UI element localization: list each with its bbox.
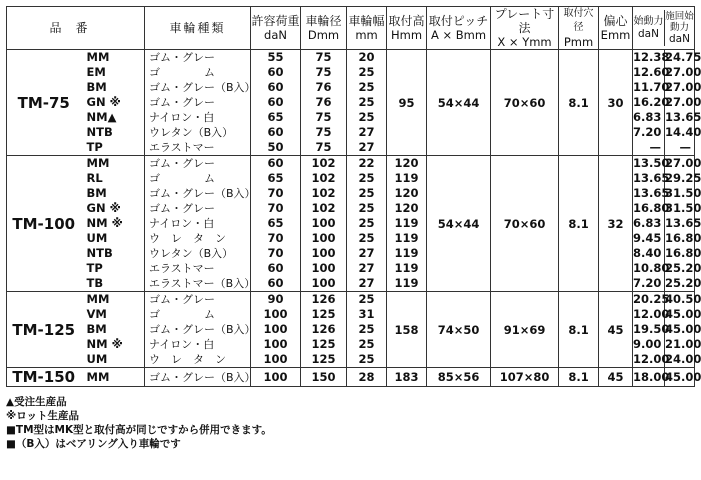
height-value: 119 <box>394 171 419 185</box>
start_force-value: 18.00 <box>633 369 670 384</box>
turn_force-value: 31.50 <box>665 186 701 200</box>
start_force-value: 13.50 <box>633 156 670 170</box>
turn_force-value: 31.50 <box>665 201 701 215</box>
turn-force-values <box>665 368 701 387</box>
load-values <box>251 156 301 292</box>
hole-value: 8.1 <box>559 368 599 387</box>
width-value: 22 <box>358 156 375 170</box>
header-pitch: 取付ピッチ A × Bmm <box>427 7 491 50</box>
load-value: 100 <box>263 352 288 366</box>
kinds-value: ゴ ム <box>149 172 216 185</box>
start_force-value: — <box>649 140 662 154</box>
kinds-value: ゴ ム <box>149 66 216 79</box>
diameter-value: 102 <box>311 156 336 170</box>
codes-value: TP <box>86 261 103 275</box>
diameter-value: 102 <box>311 171 336 185</box>
turn_force-value: 27.00 <box>665 80 701 94</box>
codes-value: TB <box>86 276 104 290</box>
load-value: 100 <box>263 337 288 351</box>
start-force-values <box>633 50 670 156</box>
codes-value: NTB <box>86 246 113 260</box>
plate-value: 107×80 <box>491 368 559 387</box>
header-plate: プレート寸法 X × Ymm <box>491 7 559 50</box>
start_force-value: 12.00 <box>633 352 670 366</box>
height-values <box>387 156 427 292</box>
turn_force-value: 27.00 <box>665 65 701 79</box>
height-value: 119 <box>394 246 419 260</box>
turn_force-value: 24.75 <box>665 50 701 64</box>
diameter-value: 75 <box>315 65 332 79</box>
load-value: 50 <box>267 140 284 154</box>
codes-value: GN ※ <box>86 95 121 109</box>
kinds-value: ナイロン・白 <box>149 338 215 351</box>
hole-value: 8.1 <box>559 292 599 368</box>
diameter-value: 125 <box>311 352 336 366</box>
turn_force-value: 29.25 <box>665 171 701 185</box>
height-values: 183 <box>387 368 427 387</box>
codes-value: GN ※ <box>86 201 121 215</box>
note-line: ※ロット生産品 <box>6 410 79 422</box>
turn_force-value: 21.00 <box>665 337 701 351</box>
kinds-value: ゴム・グレー（B入） <box>149 323 256 336</box>
height-values: 95 <box>387 50 427 156</box>
plate-value: 70×60 <box>491 50 559 156</box>
spec-body <box>7 50 701 387</box>
start_force-value: 13.65 <box>633 171 670 185</box>
width-values <box>347 50 387 156</box>
load-value: 100 <box>263 322 288 336</box>
diameter-value: 100 <box>311 231 336 245</box>
turn_force-value: 13.65 <box>665 216 701 230</box>
wheel-types <box>145 156 256 292</box>
diameter-value: 75 <box>315 125 332 139</box>
header-row <box>7 7 695 50</box>
group-row-tm-150 <box>7 368 695 387</box>
height-value: 119 <box>394 261 419 275</box>
codes-value: EM <box>86 65 106 79</box>
variant-codes <box>81 156 145 292</box>
plate-value: 70×60 <box>491 156 559 292</box>
hole-value: 8.1 <box>559 50 599 156</box>
variant-codes <box>81 292 145 368</box>
header-forces <box>633 7 695 50</box>
load-value: 70 <box>267 231 284 245</box>
diameter-value: 75 <box>315 110 332 124</box>
diameter-value: 126 <box>311 322 336 336</box>
spec-table <box>6 6 701 387</box>
diameter-value: 102 <box>311 186 336 200</box>
codes-value: MM <box>86 369 110 384</box>
width-values <box>347 156 387 292</box>
start_force-value: 12.38 <box>633 50 670 64</box>
start_force-value: 7.20 <box>633 276 662 290</box>
kinds-value: エラストマー <box>149 141 215 154</box>
width-value: 25 <box>358 110 375 124</box>
wheel-types <box>145 368 256 387</box>
header-load: 許容荷重 daN <box>251 7 301 50</box>
kinds-value: エラストマー <box>149 262 215 275</box>
group-row-tm-125 <box>7 292 695 368</box>
start_force-value: 13.65 <box>633 186 670 200</box>
load-value: 65 <box>267 171 284 185</box>
diameter-value: 100 <box>311 216 336 230</box>
offset-value: 30 <box>599 50 633 156</box>
load-value: 100 <box>263 369 288 384</box>
width-value: 27 <box>358 261 375 275</box>
kinds-value: ウレタン（B入） <box>149 247 234 260</box>
offset-value: 32 <box>599 156 633 292</box>
width-value: 27 <box>358 140 375 154</box>
start-force-values <box>633 368 670 387</box>
width-value: 31 <box>358 307 375 321</box>
width-value: 20 <box>358 50 375 64</box>
turn_force-value: 25.20 <box>665 261 701 275</box>
header-turn-force: 施回始動力 daN <box>665 11 694 45</box>
codes-value: UM <box>86 352 108 366</box>
codes-value: MM <box>86 156 110 170</box>
start_force-value: 7.20 <box>633 125 662 139</box>
diameter-values <box>301 292 347 368</box>
start-force-values <box>633 292 670 368</box>
start_force-value: 6.83 <box>633 216 662 230</box>
width-value: 25 <box>358 231 375 245</box>
header-name: 品番 <box>7 7 145 50</box>
offset-value: 45 <box>599 292 633 368</box>
kinds-value: ウ レ タ ン <box>149 353 227 366</box>
codes-value: TP <box>86 140 103 154</box>
load-value: 60 <box>267 125 284 139</box>
turn-force-values <box>665 292 701 368</box>
turn_force-value: 45.00 <box>665 369 701 384</box>
width-value: 25 <box>358 322 375 336</box>
pitch-value: 74×50 <box>427 292 491 368</box>
model-name: TM-75 <box>7 50 81 156</box>
kinds-value: ゴム・グレー <box>149 293 216 306</box>
turn_force-value: 25.20 <box>665 276 701 290</box>
codes-value: BM <box>86 80 107 94</box>
turn_force-value: 45.00 <box>665 307 701 321</box>
width-value: 25 <box>358 65 375 79</box>
kinds-value: ナイロン・白 <box>149 111 215 124</box>
pitch-value: 54×44 <box>427 50 491 156</box>
diameter-value: 102 <box>311 201 336 215</box>
group-row-tm-100 <box>7 156 695 292</box>
turn-force-values <box>665 50 701 156</box>
load-value: 60 <box>267 156 284 170</box>
diameter-value: 75 <box>315 140 332 154</box>
codes-value: UM <box>86 231 108 245</box>
height-value: 120 <box>394 186 419 200</box>
kinds-value: ゴ ム <box>149 308 216 321</box>
kinds-value: ゴム・グレー（B入） <box>149 370 256 384</box>
diameter-values <box>301 368 347 387</box>
model-name: TM-125 <box>7 292 81 368</box>
start_force-value: 10.80 <box>633 261 670 275</box>
width-value: 28 <box>358 369 375 384</box>
load-value: 55 <box>267 50 284 64</box>
width-value: 25 <box>358 95 375 109</box>
kinds-value: ゴム・グレー <box>149 157 216 170</box>
diameter-value: 126 <box>311 292 336 306</box>
width-values <box>347 368 387 387</box>
kinds-value: ナイロン・白 <box>149 217 215 230</box>
header-diameter: 車輪径 Dmm <box>301 7 347 50</box>
start_force-value: 9.45 <box>633 231 662 245</box>
group-row-tm-75 <box>7 50 695 156</box>
hole-value: 8.1 <box>559 156 599 292</box>
width-value: 25 <box>358 352 375 366</box>
codes-value: VM <box>86 307 107 321</box>
width-value: 27 <box>358 276 375 290</box>
turn_force-value: 27.00 <box>665 156 701 170</box>
width-value: 25 <box>358 201 375 215</box>
diameter-value: 100 <box>311 276 336 290</box>
turn_force-value: 14.40 <box>665 125 701 139</box>
note-line: ■（B入）はベアリング入り車輪です <box>6 438 181 450</box>
diameter-values <box>301 50 347 156</box>
note-line: ▲受注生産品 <box>6 396 67 408</box>
diameter-value: 150 <box>311 369 336 384</box>
kinds-value: ウレタン（B入） <box>149 126 234 139</box>
header-width: 車輪幅 mm <box>347 7 387 50</box>
height-value: 120 <box>394 156 419 170</box>
start_force-value: 12.60 <box>633 65 670 79</box>
codes-value: MM <box>86 292 110 306</box>
header-wheel-type: 車輪種類 <box>145 7 251 50</box>
load-value: 60 <box>267 95 284 109</box>
height-value: 120 <box>394 201 419 215</box>
diameter-value: 76 <box>315 80 332 94</box>
turn_force-value: 24.00 <box>665 352 701 366</box>
diameter-value: 100 <box>311 261 336 275</box>
header-start-force: 始動力 daN <box>633 10 665 46</box>
note-line: ■TM型はMK型と取付高が同じですから併用できます。 <box>6 424 272 436</box>
codes-value: NM ※ <box>86 337 123 351</box>
start_force-value: 20.25 <box>633 292 670 306</box>
variant-codes <box>81 368 145 387</box>
width-value: 25 <box>358 80 375 94</box>
header-height: 取付高 Hmm <box>387 7 427 50</box>
turn-force-values <box>665 156 701 292</box>
diameter-value: 75 <box>315 50 332 64</box>
notes <box>6 395 694 451</box>
load-values <box>251 368 301 387</box>
kinds-value: ウ レ タ ン <box>149 232 227 245</box>
variant-codes <box>81 50 145 156</box>
codes-value: BM <box>86 322 107 336</box>
diameter-value: 125 <box>311 337 336 351</box>
header-hole: 取付穴径 Pmm <box>559 7 599 50</box>
start_force-value: 11.70 <box>633 80 670 94</box>
width-value: 25 <box>358 216 375 230</box>
start_force-value: 12.00 <box>633 307 670 321</box>
load-values <box>251 292 301 368</box>
width-value: 25 <box>358 292 375 306</box>
start_force-value: 19.50 <box>633 322 670 336</box>
codes-value: RL <box>86 171 103 185</box>
codes-value: NM ※ <box>86 216 123 230</box>
height-value: 119 <box>394 231 419 245</box>
kinds-value: ゴム・グレー <box>149 51 216 64</box>
codes-value: NM▲ <box>86 110 117 124</box>
width-values <box>347 292 387 368</box>
load-value: 70 <box>267 186 284 200</box>
load-value: 60 <box>267 261 284 275</box>
offset-value: 45 <box>599 368 633 387</box>
spec-sheet <box>6 6 701 451</box>
start_force-value: 16.80 <box>633 201 670 215</box>
height-value: 119 <box>394 216 419 230</box>
diameter-value: 76 <box>315 95 332 109</box>
turn_force-value: 16.80 <box>665 231 701 245</box>
turn_force-value: — <box>679 140 692 154</box>
load-values <box>251 50 301 156</box>
wheel-types <box>145 292 256 368</box>
kinds-value: ゴム・グレー <box>149 96 216 109</box>
model-name: TM-150 <box>7 368 81 387</box>
codes-value: NTB <box>86 125 113 139</box>
start_force-value: 16.20 <box>633 95 670 109</box>
kinds-value: ゴム・グレー <box>149 202 216 215</box>
load-value: 90 <box>267 292 284 306</box>
load-value: 60 <box>267 80 284 94</box>
diameter-values <box>301 156 347 292</box>
height-values: 158 <box>387 292 427 368</box>
height-value: 119 <box>394 276 419 290</box>
load-value: 100 <box>263 307 288 321</box>
width-value: 25 <box>358 337 375 351</box>
load-value: 65 <box>267 110 284 124</box>
model-name: TM-100 <box>7 156 81 292</box>
turn_force-value: 27.00 <box>665 95 701 109</box>
codes-value: BM <box>86 186 107 200</box>
load-value: 60 <box>267 65 284 79</box>
pitch-value: 85×56 <box>427 368 491 387</box>
load-value: 65 <box>267 216 284 230</box>
start-force-values <box>633 156 670 292</box>
diameter-value: 125 <box>311 307 336 321</box>
turn_force-value: 13.65 <box>665 110 701 124</box>
width-value: 25 <box>358 186 375 200</box>
load-value: 70 <box>267 246 284 260</box>
width-value: 27 <box>358 246 375 260</box>
start_force-value: 8.40 <box>633 246 662 260</box>
kinds-value: ゴム・グレー（B入） <box>149 187 256 200</box>
diameter-value: 100 <box>311 246 336 260</box>
kinds-value: ゴム・グレー（B入） <box>149 81 256 94</box>
turn_force-value: 16.80 <box>665 246 701 260</box>
kinds-value: エラストマー（B入） <box>149 277 256 290</box>
width-value: 27 <box>358 125 375 139</box>
width-value: 25 <box>358 171 375 185</box>
pitch-value: 54×44 <box>427 156 491 292</box>
turn_force-value: 40.50 <box>665 292 701 306</box>
plate-value: 91×69 <box>491 292 559 368</box>
load-value: 70 <box>267 201 284 215</box>
codes-value: MM <box>86 50 110 64</box>
load-value: 60 <box>267 276 284 290</box>
header-offset: 偏心 Emm <box>599 7 633 50</box>
start_force-value: 6.83 <box>633 110 662 124</box>
wheel-types <box>145 50 256 156</box>
start_force-value: 9.00 <box>633 337 662 351</box>
turn_force-value: 45.00 <box>665 322 701 336</box>
